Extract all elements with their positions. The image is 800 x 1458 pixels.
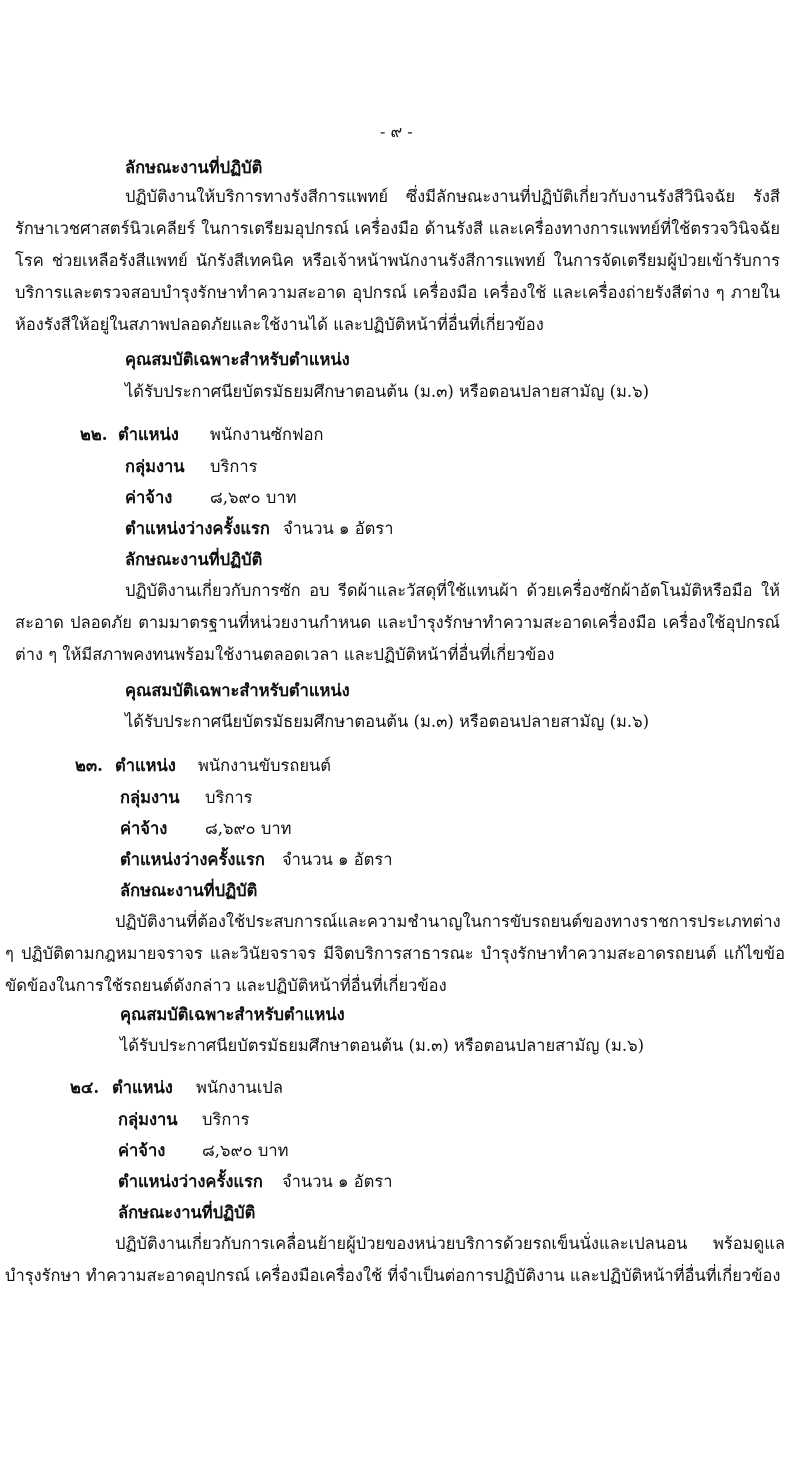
vacancy-label: ตำแหน่งว่างครั้งแรก [120, 850, 265, 869]
vacancy-label: ตำแหน่งว่างครั้งแรก [125, 519, 270, 538]
qualification-text: ได้รับประกาศนียบัตรมัธยมศึกษาตอนต้น (ม.๓) หรือตอนปลายสามัญ (ม.๖) [125, 712, 650, 731]
position-name: พนักงานซักฟอก [210, 425, 324, 444]
duty-heading: ลักษณะงานที่ปฏิบัติ [125, 550, 263, 569]
duty-heading: ลักษณะงานที่ปฏิบัติ [120, 881, 258, 900]
duty-heading: ลักษณะงานที่ปฏิบัติ [125, 158, 263, 177]
wage-value: ๘,๖๙๐ บาท [205, 819, 292, 838]
wage-label: ค่าจ้าง [125, 488, 173, 507]
group-value: บริการ [202, 1110, 250, 1129]
duty-paragraph: ปฏิบัติงานเกี่ยวกับการซัก อบ รีดผ้าและวัสดุที่ใช้แทนผ้า ด้วยเครื่องซักผ้าอัตโนมัติหรือมือ ให้สะอาด ปลอดภัย ตามมาตรฐานที่หน่วยงานกำหนด และบำรุงรักษาทำความสะอาดเครื่องมือ เครื่องใช้อุปกรณ์ต่าง ๆ ให้มีสภาพคงทนพร้อมใช้งานตลอดเวลา และปฏิบัติหน้าที่อื่นที่เกี่ยวข้อง [15, 581, 780, 664]
vacancy-value: จำนวน ๑ อัตรา [282, 850, 393, 869]
qualification-heading: คุณสมบัติเฉพาะสำหรับตำแหน่ง [125, 681, 350, 700]
duty-paragraph: ปฏิบัติงานเกี่ยวกับการเคลื่อนย้ายผู้ป่วยของหน่วยบริการด้วยรถเข็นนั่งและเปลนอน พร้อมดูแลบำรุงรักษา ทำความสะอาดอุปกรณ์ เครื่องมือเครื่องใช้ ที่จำเป็นต่อการปฏิบัติงาน และปฏิบัติหน้าที่อื่นที่เกี่ยวข้อง [5, 1234, 785, 1285]
group-label: กลุ่มงาน [120, 788, 180, 807]
duty-paragraph: ปฏิบัติงานที่ต้องใช้ประสบการณ์และความชำนาญในการขับรถยนต์ของทางราชการประเภทต่าง ๆ ปฏิบัติตามกฎหมายจราจร และวินัยจราจร มีจิตบริการสาธารณะ บำรุงรักษาทำความสะอาดรถยนต์ แก้ไขข้อขัดข้องในการใช้รถยนต์ดังกล่าว และปฏิบัติหน้าที่อื่นที่เกี่ยวข้อง [5, 912, 785, 995]
wage-value: ๘,๖๙๐ บาท [210, 488, 297, 507]
position-label: ตำแหน่ง [118, 425, 179, 444]
group-label: กลุ่มงาน [125, 457, 185, 476]
duty-paragraph: ปฏิบัติงานให้บริการทางรังสีการแพทย์ ซึ่งมีลักษณะงานที่ปฏิบัติเกี่ยวกับงานรังสีวินิจฉัย รังสีรักษาเวชศาสตร์นิวเคลียร์ ในการเตรียมอุปกรณ์ เครื่องมือ ด้านรังสี และเครื่องทางการแพทย์ที่ใช้ตรวจวินิจฉัยโรค ช่วยเหลือรังสีแพทย์ นักรังสีเทคนิค หรือเจ้าหน้าพนักงานรังสีการแพทย์ ในการจัดเตรียมผู้ป่วยเข้ารับการบริการและตรวจสอบบำรุงรักษาทำความสะอาด อุปกรณ์ เครื่องมือ เครื่องใช้ และเครื่องถ่ายรังสีต่าง ๆ ภายในห้องรังสีให้อยู่ในสภาพปลอดภัยและใช้งานได้ และปฏิบัติหน้าที่อื่นที่เกี่ยวข้อง [15, 187, 780, 334]
qualification-heading: คุณสมบัติเฉพาะสำหรับตำแหน่ง [125, 350, 350, 369]
page-number: - ๙ - [380, 122, 413, 141]
position-label: ตำแหน่ง [112, 1078, 173, 1097]
group-value: บริการ [205, 788, 253, 807]
position-number: ๒๓. [75, 756, 103, 775]
wage-value: ๘,๖๙๐ บาท [202, 1141, 289, 1160]
qualification-heading: คุณสมบัติเฉพาะสำหรับตำแหน่ง [120, 1005, 345, 1024]
wage-label: ค่าจ้าง [118, 1141, 166, 1160]
wage-label: ค่าจ้าง [120, 819, 168, 838]
position-number: ๒๒. [80, 425, 108, 444]
position-name: พนักงานขับรถยนต์ [198, 756, 332, 775]
qualification-text: ได้รับประกาศนียบัตรมัธยมศึกษาตอนต้น (ม.๓) หรือตอนปลายสามัญ (ม.๖) [125, 382, 650, 401]
qualification-text: ได้รับประกาศนียบัตรมัธยมศึกษาตอนต้น (ม.๓) หรือตอนปลายสามัญ (ม.๖) [120, 1036, 645, 1055]
duty-heading: ลักษณะงานที่ปฏิบัติ [118, 1203, 256, 1222]
position-name: พนักงานเปล [196, 1078, 283, 1097]
group-value: บริการ [210, 457, 258, 476]
position-number: ๒๔. [70, 1078, 100, 1097]
vacancy-value: จำนวน ๑ อัตรา [283, 519, 394, 538]
vacancy-value: จำนวน ๑ อัตรา [282, 1172, 393, 1191]
group-label: กลุ่มงาน [118, 1110, 178, 1129]
position-label: ตำแหน่ง [115, 756, 176, 775]
vacancy-label: ตำแหน่งว่างครั้งแรก [118, 1172, 263, 1191]
